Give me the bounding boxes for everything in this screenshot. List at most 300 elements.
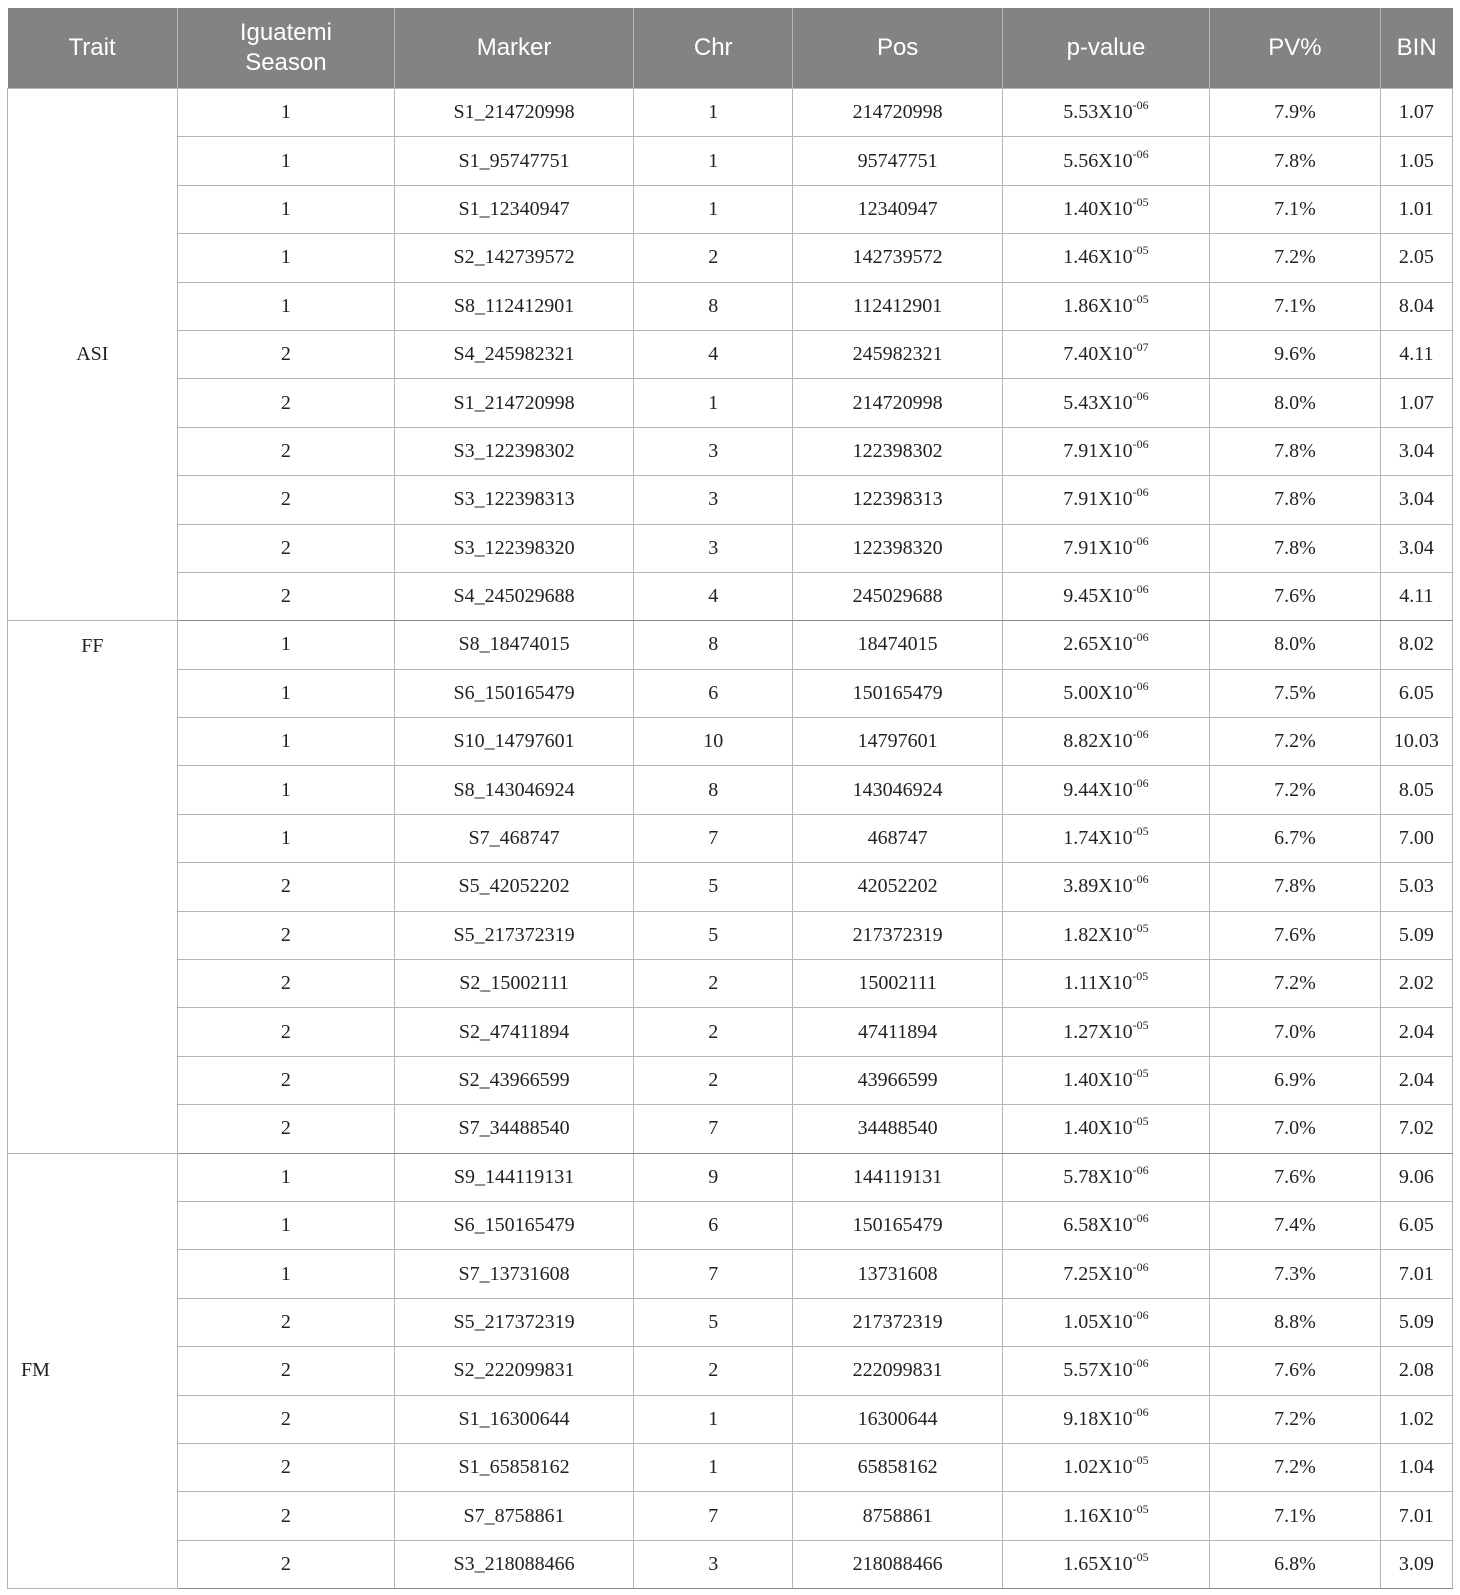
bin-cell: 7.01: [1380, 1492, 1452, 1540]
pvalue-base: 5.00X10: [1063, 681, 1133, 704]
pvalue-cell: [1002, 282, 1209, 330]
pos-cell: 18474015: [793, 621, 1002, 669]
pv-cell: 7.8%: [1210, 137, 1381, 185]
pvalue-base: 1.05X10: [1063, 1310, 1133, 1333]
pv-cell: 8.0%: [1210, 379, 1381, 427]
bin-cell: 6.05: [1380, 1201, 1452, 1249]
header-trait: Trait: [8, 8, 178, 89]
pos-cell: 245029688: [793, 572, 1002, 620]
pv-cell: 6.7%: [1210, 814, 1381, 862]
marker-cell: S2_142739572: [395, 234, 634, 282]
table-row: [8, 137, 1453, 185]
pvalue-base: 7.91X10: [1063, 488, 1133, 511]
table-row: [8, 960, 1453, 1008]
pvalue-exponent: -07: [1132, 340, 1149, 355]
table-row: [8, 911, 1453, 959]
bin-cell: 5.09: [1380, 1298, 1452, 1346]
pos-cell: 34488540: [793, 1105, 1002, 1153]
bin-cell: 7.00: [1380, 814, 1452, 862]
pvalue-cell: [1002, 669, 1209, 717]
pos-cell: 43966599: [793, 1056, 1002, 1104]
pvalue-base: 8.82X10: [1063, 730, 1133, 753]
pvalue-exponent: -06: [1132, 98, 1149, 113]
marker-cell: S3_122398320: [395, 524, 634, 572]
chr-cell: 5: [633, 1298, 793, 1346]
pv-cell: 7.2%: [1210, 1443, 1381, 1491]
season-cell: 2: [177, 524, 394, 572]
table-row: [8, 1540, 1453, 1588]
chr-cell: 3: [633, 524, 793, 572]
chr-cell: 10: [633, 718, 793, 766]
chr-cell: 2: [633, 1056, 793, 1104]
season-cell: 2: [177, 1540, 394, 1588]
pv-cell: 7.6%: [1210, 911, 1381, 959]
table-row: [8, 1056, 1453, 1104]
header-chr: Chr: [633, 8, 793, 89]
header-pvalue: p-value: [1002, 8, 1209, 89]
marker-cell: S5_42052202: [395, 863, 634, 911]
pv-cell: 7.2%: [1210, 234, 1381, 282]
pvalue-exponent: -06: [1132, 1404, 1149, 1419]
pvalue-base: 1.74X10: [1063, 827, 1133, 850]
trait-cell: FM: [8, 1153, 178, 1589]
chr-cell: 3: [633, 1540, 793, 1588]
table-row: [8, 89, 1453, 137]
pvalue-cell: [1002, 89, 1209, 137]
pv-cell: 7.3%: [1210, 1250, 1381, 1298]
marker-cell: S8_112412901: [395, 282, 634, 330]
marker-cell: S3_122398313: [395, 476, 634, 524]
table-row: [8, 379, 1453, 427]
pvalue-cell: [1002, 1008, 1209, 1056]
pv-cell: 7.2%: [1210, 718, 1381, 766]
pvalue-exponent: -06: [1132, 678, 1149, 693]
marker-cell: S10_14797601: [395, 718, 634, 766]
bin-cell: 2.04: [1380, 1056, 1452, 1104]
season-cell: 2: [177, 863, 394, 911]
pvalue-base: 7.91X10: [1063, 439, 1133, 462]
table-row: [8, 1250, 1453, 1298]
chr-cell: 4: [633, 572, 793, 620]
pos-cell: 14797601: [793, 718, 1002, 766]
season-cell: 1: [177, 814, 394, 862]
bin-cell: 9.06: [1380, 1153, 1452, 1201]
season-cell: 1: [177, 234, 394, 282]
chr-cell: 6: [633, 1201, 793, 1249]
pvalue-cell: [1002, 379, 1209, 427]
pv-cell: 7.2%: [1210, 766, 1381, 814]
pvalue-base: 1.11X10: [1063, 972, 1133, 995]
pvalue-base: 6.58X10: [1063, 1214, 1133, 1237]
table-body: [8, 89, 1453, 1589]
season-cell: 2: [177, 1008, 394, 1056]
pos-cell: 222099831: [793, 1347, 1002, 1395]
pvalue-cell: [1002, 621, 1209, 669]
chr-cell: 4: [633, 330, 793, 378]
pos-cell: 16300644: [793, 1395, 1002, 1443]
table-row: [8, 1492, 1453, 1540]
pvalue-base: 9.45X10: [1063, 585, 1133, 608]
pos-cell: 217372319: [793, 1298, 1002, 1346]
pvalue-exponent: -06: [1132, 1307, 1149, 1322]
marker-cell: S2_15002111: [395, 960, 634, 1008]
pos-cell: 122398320: [793, 524, 1002, 572]
pos-cell: 144119131: [793, 1153, 1002, 1201]
table-row: [8, 1008, 1453, 1056]
chr-cell: 2: [633, 1008, 793, 1056]
marker-cell: S1_65858162: [395, 1443, 634, 1491]
season-cell: 1: [177, 185, 394, 233]
table-row: [8, 1105, 1453, 1153]
pos-cell: 150165479: [793, 1201, 1002, 1249]
pvalue-exponent: -06: [1132, 1356, 1149, 1371]
table-row: [8, 330, 1453, 378]
season-cell: 1: [177, 1153, 394, 1201]
pvalue-cell: [1002, 1201, 1209, 1249]
pvalue-base: 9.44X10: [1063, 778, 1133, 801]
season-cell: 2: [177, 1056, 394, 1104]
pvalue-base: 1.65X10: [1063, 1552, 1133, 1575]
table-row: [8, 572, 1453, 620]
pvalue-cell: [1002, 814, 1209, 862]
pvalue-cell: [1002, 766, 1209, 814]
pvalue-exponent: -06: [1132, 436, 1149, 451]
header-bin: BIN: [1380, 8, 1452, 89]
table-row: [8, 1347, 1453, 1395]
pvalue-base: 9.18X10: [1063, 1407, 1133, 1430]
pos-cell: 143046924: [793, 766, 1002, 814]
pvalue-base: 7.91X10: [1063, 536, 1133, 559]
season-cell: 2: [177, 427, 394, 475]
pos-cell: 15002111: [793, 960, 1002, 1008]
header-marker: Marker: [395, 8, 634, 89]
bin-cell: 5.09: [1380, 911, 1452, 959]
season-cell: 1: [177, 137, 394, 185]
pvalue-cell: [1002, 1250, 1209, 1298]
chr-cell: 1: [633, 379, 793, 427]
table-row: [8, 1298, 1453, 1346]
chr-cell: 7: [633, 1250, 793, 1298]
marker-cell: S2_222099831: [395, 1347, 634, 1395]
season-cell: 1: [177, 621, 394, 669]
bin-cell: 3.04: [1380, 524, 1452, 572]
chr-cell: 3: [633, 427, 793, 475]
season-cell: 1: [177, 718, 394, 766]
chr-cell: 1: [633, 185, 793, 233]
pv-cell: 7.6%: [1210, 572, 1381, 620]
pvalue-exponent: -05: [1132, 920, 1149, 935]
pv-cell: 7.8%: [1210, 427, 1381, 475]
pv-cell: 7.6%: [1210, 1153, 1381, 1201]
pvalue-cell: [1002, 1347, 1209, 1395]
pvalue-cell: [1002, 524, 1209, 572]
pos-cell: 214720998: [793, 379, 1002, 427]
pvalue-cell: [1002, 1492, 1209, 1540]
bin-cell: 8.02: [1380, 621, 1452, 669]
chr-cell: 1: [633, 89, 793, 137]
marker-cell: S4_245029688: [395, 572, 634, 620]
pv-cell: 7.2%: [1210, 1395, 1381, 1443]
season-cell: 1: [177, 669, 394, 717]
season-cell: 2: [177, 1443, 394, 1491]
season-cell: 2: [177, 330, 394, 378]
pvalue-exponent: -05: [1132, 824, 1149, 839]
pos-cell: 112412901: [793, 282, 1002, 330]
pvalue-exponent: -05: [1132, 1066, 1149, 1080]
pv-cell: 7.4%: [1210, 1201, 1381, 1249]
bin-cell: 1.04: [1380, 1443, 1452, 1491]
pvalue-exponent: -06: [1132, 533, 1149, 548]
pos-cell: 122398302: [793, 427, 1002, 475]
pvalue-base: 2.65X10: [1063, 633, 1133, 656]
header-pos: Pos: [793, 8, 1002, 89]
marker-cell: S3_122398302: [395, 427, 634, 475]
chr-cell: 8: [633, 621, 793, 669]
trait-cell: FF: [8, 621, 178, 1153]
chr-cell: 2: [633, 1347, 793, 1395]
pvalue-cell: [1002, 330, 1209, 378]
marker-cell: S7_8758861: [395, 1492, 634, 1540]
pvalue-exponent: -06: [1132, 1211, 1149, 1226]
table-header: [8, 8, 1453, 89]
table-row: [8, 524, 1453, 572]
pv-cell: 7.8%: [1210, 476, 1381, 524]
pvalue-exponent: -06: [1132, 872, 1149, 887]
bin-cell: 8.05: [1380, 766, 1452, 814]
header-pv: PV%: [1210, 8, 1381, 89]
header-season: [177, 8, 394, 89]
table-row: [8, 1201, 1453, 1249]
bin-cell: 2.05: [1380, 234, 1452, 282]
pv-cell: 7.1%: [1210, 282, 1381, 330]
pos-cell: 95747751: [793, 137, 1002, 185]
marker-cell: S1_214720998: [395, 89, 634, 137]
season-cell: 2: [177, 379, 394, 427]
pvalue-exponent: -06: [1132, 630, 1149, 645]
pvalue-exponent: -06: [1132, 485, 1149, 500]
marker-cell: S1_95747751: [395, 137, 634, 185]
pvalue-base: 7.25X10: [1063, 1262, 1133, 1285]
bin-cell: 2.04: [1380, 1008, 1452, 1056]
table-row: [8, 476, 1453, 524]
pv-cell: 6.8%: [1210, 1540, 1381, 1588]
pvalue-cell: [1002, 1153, 1209, 1201]
pvalue-base: 1.40X10: [1063, 1069, 1133, 1091]
season-cell: 2: [177, 960, 394, 1008]
pvalue-base: 1.02X10: [1063, 1456, 1133, 1479]
pos-cell: 142739572: [793, 234, 1002, 282]
pv-cell: 7.8%: [1210, 863, 1381, 911]
season-cell: 2: [177, 476, 394, 524]
bin-cell: 7.02: [1380, 1105, 1452, 1153]
pvalue-exponent: -06: [1132, 146, 1149, 161]
pvalue-exponent: -06: [1132, 582, 1149, 597]
table-row: [8, 185, 1453, 233]
chr-cell: 1: [633, 137, 793, 185]
season-cell: 2: [177, 1395, 394, 1443]
pvalue-exponent: -06: [1132, 1259, 1149, 1274]
pv-cell: 7.1%: [1210, 1492, 1381, 1540]
pvalue-cell: [1002, 185, 1209, 233]
pvalue-base: 7.40X10: [1063, 343, 1133, 366]
season-cell: 2: [177, 1298, 394, 1346]
pvalue-exponent: -06: [1132, 775, 1149, 790]
marker-cell: S5_217372319: [395, 1298, 634, 1346]
chr-cell: 7: [633, 1105, 793, 1153]
bin-cell: 1.05: [1380, 137, 1452, 185]
pvalue-base: 5.53X10: [1063, 101, 1133, 124]
pvalue-cell: [1002, 863, 1209, 911]
table-row: [8, 1395, 1453, 1443]
chr-cell: 8: [633, 766, 793, 814]
marker-cell: S6_150165479: [395, 669, 634, 717]
pvalue-exponent: -05: [1132, 969, 1149, 984]
pos-cell: 468747: [793, 814, 1002, 862]
marker-cell: S9_144119131: [395, 1153, 634, 1201]
pvalue-base: 5.56X10: [1063, 149, 1133, 172]
chr-cell: 1: [633, 1443, 793, 1491]
table-row: [8, 1443, 1453, 1491]
pos-cell: 8758861: [793, 1492, 1002, 1540]
pvalue-base: 1.86X10: [1063, 294, 1133, 317]
season-cell: 2: [177, 1105, 394, 1153]
bin-cell: 10.03: [1380, 718, 1452, 766]
pvalue-cell: [1002, 1105, 1209, 1153]
pvalue-cell: [1002, 234, 1209, 282]
pvalue-exponent: -05: [1132, 1114, 1149, 1129]
bin-cell: 1.02: [1380, 1395, 1452, 1443]
marker-cell: S7_13731608: [395, 1250, 634, 1298]
chr-cell: 1: [633, 1395, 793, 1443]
pvalue-exponent: -06: [1132, 1162, 1149, 1177]
pvalue-exponent: -05: [1132, 1549, 1149, 1564]
table-row: [8, 814, 1453, 862]
pos-cell: 217372319: [793, 911, 1002, 959]
bin-cell: 8.04: [1380, 282, 1452, 330]
marker-cell: S1_12340947: [395, 185, 634, 233]
pvalue-base: 1.40X10: [1063, 197, 1133, 220]
marker-cell: S8_18474015: [395, 621, 634, 669]
chr-cell: 5: [633, 911, 793, 959]
pos-cell: 65858162: [793, 1443, 1002, 1491]
pv-cell: 7.2%: [1210, 960, 1381, 1008]
pv-cell: 6.9%: [1210, 1056, 1381, 1104]
pv-cell: 7.9%: [1210, 89, 1381, 137]
pvalue-exponent: -06: [1132, 388, 1149, 403]
pvalue-base: 1.46X10: [1063, 246, 1133, 269]
chr-cell: 8: [633, 282, 793, 330]
pvalue-cell: [1002, 1540, 1209, 1588]
pv-cell: 7.0%: [1210, 1105, 1381, 1153]
pos-cell: 218088466: [793, 1540, 1002, 1588]
bin-cell: 1.01: [1380, 185, 1452, 233]
marker-cell: S5_217372319: [395, 911, 634, 959]
marker-cell: S4_245982321: [395, 330, 634, 378]
chr-cell: 5: [633, 863, 793, 911]
pos-cell: 47411894: [793, 1008, 1002, 1056]
pos-cell: 122398313: [793, 476, 1002, 524]
season-cell: 2: [177, 1347, 394, 1395]
pvalue-cell: [1002, 960, 1209, 1008]
pvalue-cell: [1002, 476, 1209, 524]
pos-cell: 214720998: [793, 89, 1002, 137]
chr-cell: 9: [633, 1153, 793, 1201]
season-cell: 1: [177, 1201, 394, 1249]
table-row: [8, 234, 1453, 282]
season-cell: 1: [177, 766, 394, 814]
pvalue-base: 1.40X10: [1063, 1117, 1133, 1140]
chr-cell: 2: [633, 960, 793, 1008]
header-season-line2: Season: [245, 49, 327, 76]
bin-cell: 4.11: [1380, 572, 1452, 620]
pvalue-base: 5.43X10: [1063, 391, 1133, 414]
bin-cell: 3.04: [1380, 427, 1452, 475]
pos-cell: 150165479: [793, 669, 1002, 717]
pvalue-base: 3.89X10: [1063, 875, 1133, 898]
pos-cell: 13731608: [793, 1250, 1002, 1298]
table-row: [8, 718, 1453, 766]
marker-cell: S1_16300644: [395, 1395, 634, 1443]
pv-cell: 9.6%: [1210, 330, 1381, 378]
marker-cell: S7_468747: [395, 814, 634, 862]
pvalue-exponent: -05: [1132, 243, 1149, 258]
pv-cell: 7.5%: [1210, 669, 1381, 717]
season-cell: 1: [177, 89, 394, 137]
table-row: [8, 863, 1453, 911]
pv-cell: 7.8%: [1210, 524, 1381, 572]
season-cell: 2: [177, 1492, 394, 1540]
pv-cell: 7.1%: [1210, 185, 1381, 233]
marker-cell: S2_43966599: [395, 1056, 634, 1104]
pos-cell: 12340947: [793, 185, 1002, 233]
table-row: [8, 427, 1453, 475]
pvalue-exponent: -06: [1132, 727, 1149, 742]
pvalue-base: 1.16X10: [1063, 1504, 1133, 1527]
marker-cell: S2_47411894: [395, 1008, 634, 1056]
trait-cell: ASI: [8, 89, 178, 621]
chr-cell: 3: [633, 476, 793, 524]
gwas-results-table: [7, 8, 1453, 1589]
season-cell: 2: [177, 911, 394, 959]
chr-cell: 7: [633, 814, 793, 862]
pvalue-base: 1.82X10: [1063, 923, 1133, 946]
table-row: [8, 669, 1453, 717]
pvalue-exponent: -05: [1132, 291, 1149, 306]
pvalue-cell: [1002, 911, 1209, 959]
bin-cell: 2.02: [1380, 960, 1452, 1008]
pvalue-exponent: -05: [1132, 1501, 1149, 1516]
bin-cell: 4.11: [1380, 330, 1452, 378]
header-row: [8, 8, 1453, 89]
bin-cell: 1.07: [1380, 379, 1452, 427]
pvalue-cell: [1002, 427, 1209, 475]
table-row: [8, 766, 1453, 814]
table-row: [8, 621, 1453, 669]
marker-cell: S1_214720998: [395, 379, 634, 427]
pv-cell: 8.0%: [1210, 621, 1381, 669]
marker-cell: S7_34488540: [395, 1105, 634, 1153]
pv-cell: 8.8%: [1210, 1298, 1381, 1346]
bin-cell: 7.01: [1380, 1250, 1452, 1298]
season-cell: 2: [177, 572, 394, 620]
pvalue-exponent: -05: [1132, 1453, 1149, 1468]
pos-cell: 245982321: [793, 330, 1002, 378]
table-row: [8, 282, 1453, 330]
pv-cell: 7.6%: [1210, 1347, 1381, 1395]
pvalue-cell: [1002, 718, 1209, 766]
chr-cell: 2: [633, 234, 793, 282]
pvalue-base: 1.27X10: [1063, 1020, 1133, 1043]
